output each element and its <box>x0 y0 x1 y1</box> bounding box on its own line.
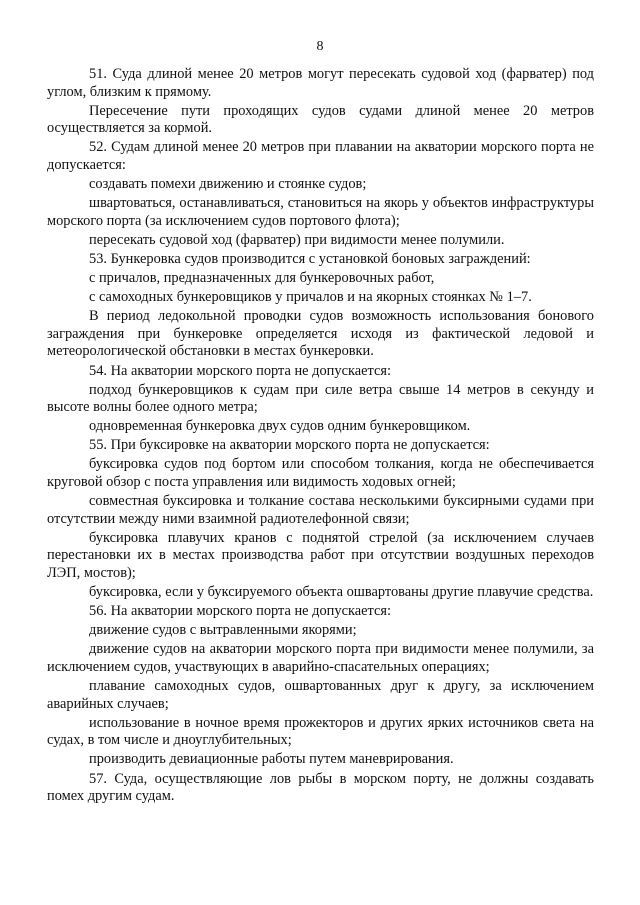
paragraph: с причалов, предназначенных для бункеровочных работ, <box>89 270 435 287</box>
paragraph: 52. Судам длиной менее 20 метров при плавании на акватории морского порта не допускается: <box>47 139 594 173</box>
paragraph: буксировка, если у буксируемого объекта ошвартованы другие плавучие средства. <box>89 584 594 601</box>
paragraph: движение судов на акватории морского порта при видимости менее полумили, за исключением судов, участвующих в аварийно-спасательных операциях; <box>47 641 594 675</box>
paragraph: 57. Суда, осуществляющие лов рыбы в морском порту, не должны создавать помех другим судам. <box>47 770 594 805</box>
paragraph: создавать помехи движению и стоянке судов; <box>89 176 367 193</box>
paragraph: 56. На акватории морского порта не допускается: <box>89 603 391 620</box>
paragraph: с самоходных бункеровщиков у причалов и на якорных стоянках № 1–7. <box>89 289 532 306</box>
paragraph: буксировка судов под бортом или способом толкания, когда не обеспечивается круговой обзор с поста управления или видимость ходовых огней; <box>47 456 594 491</box>
paragraph: использование в ночное время прожекторов и других ярких источников света на судах, в том числе и дноуглубительных; <box>47 714 594 749</box>
paragraph: подход бункеровщиков к судам при силе ветра свыше 14 метров в секунду и высоте волны более одного метра; <box>47 381 594 416</box>
paragraph: Пересечение пути проходящих судов судами длиной менее 20 метров осуществляется за кормой. <box>47 102 594 137</box>
paragraph: 53. Бункеровка судов производится с установкой боновых заграждений: <box>89 250 531 267</box>
paragraph: плавание самоходных судов, ошвартованных друг к другу, за исключением аварийных случаев; <box>47 678 594 712</box>
paragraph: 54. На акватории морского порта не допускается: <box>89 362 391 379</box>
paragraph: 51. Суда длиной менее 20 метров могут пересекать судовой ход (фарватер) под углом, близким к прямому. <box>47 66 594 100</box>
paragraph: 55. При буксировке на акватории морского порта не допускается: <box>89 437 490 454</box>
paragraph: движение судов с вытравленными якорями; <box>89 622 357 639</box>
paragraph: пересекать судовой ход (фарватер) при видимости менее полумили. <box>89 231 505 248</box>
paragraph: швартоваться, останавливаться, становиться на якорь у объектов инфраструктуры морского порта (за исключением судов портового флота); <box>47 195 594 229</box>
paragraph: буксировка плавучих кранов с поднятой стрелой (за исключением случаев перестановки их в местах производства работ при отсутствии воздушных переходов ЛЭП, мостов); <box>47 529 594 582</box>
paragraph: В период ледокольной проводки судов возможность использования бонового заграждения при бункеровке определяется исходя из фактической ледовой и метеорологической обстановки в местах бункеровки. <box>47 308 594 360</box>
paragraph: производить девиационные работы путем маневрирования. <box>89 751 454 768</box>
page-number: 8 <box>316 39 324 54</box>
paragraph: совместная буксировка и толкание состава несколькими буксирными судами при отсутствии между ними взаимной радиотелефонной связи; <box>47 493 594 527</box>
paragraph: одновременная бункеровка двух судов одним бункеровщиком. <box>89 418 471 435</box>
document-body <box>47 66 594 807</box>
